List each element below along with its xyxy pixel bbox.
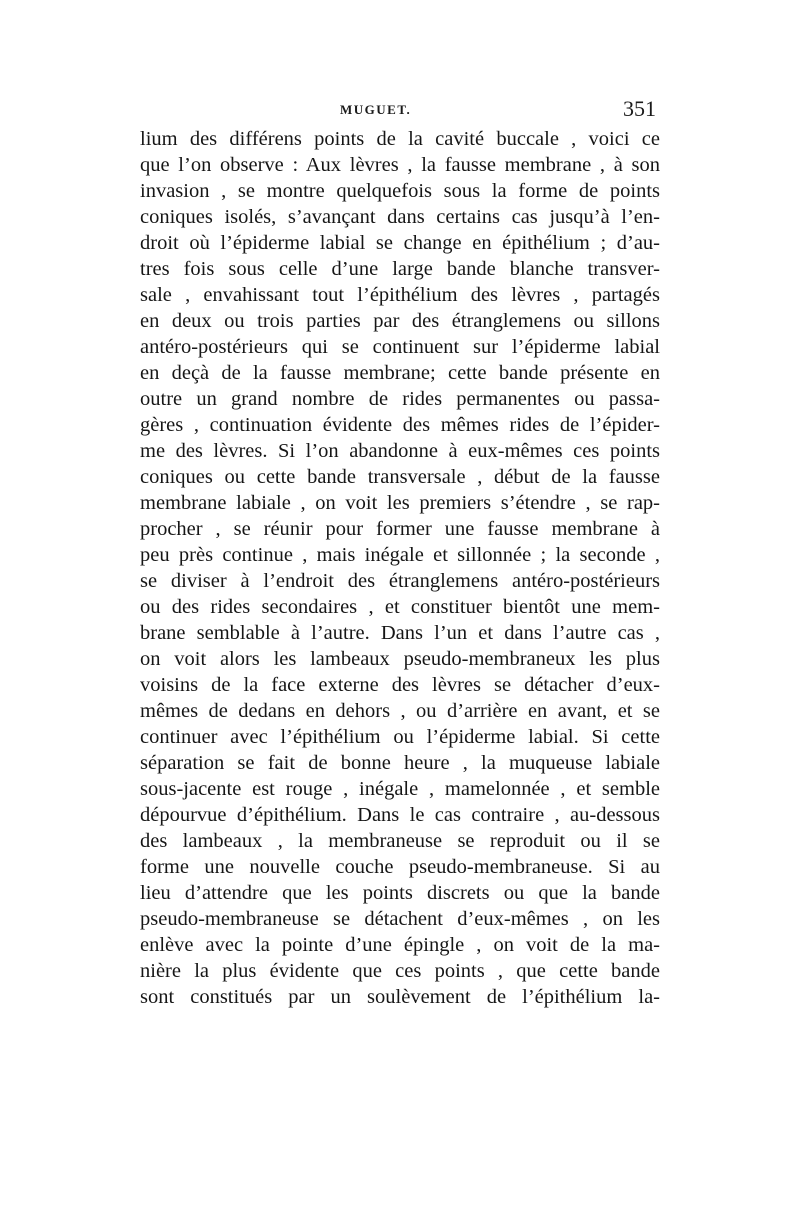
text-line: peu près continue , mais inégale et sillonnée ; la seconde , xyxy=(140,544,660,566)
text-line: des lambeaux , la membraneuse se reproduit ou il se xyxy=(140,830,660,852)
text-line: en deux ou trois parties par des étranglemens ou sillons xyxy=(140,310,660,332)
text-line: sous-jacente est rouge , inégale , mamelonnée , et semble xyxy=(140,778,660,800)
text-line: continuer avec l’épithélium ou l’épiderme labial. Si cette xyxy=(140,726,660,748)
text-line: se diviser à l’endroit des étranglemens antéro-postérieurs xyxy=(140,570,660,592)
text-line: gères , continuation évidente des mêmes rides de l’épider- xyxy=(140,414,660,436)
text-line: que l’on observe : Aux lèvres , la fausse membrane , à son xyxy=(140,154,660,176)
text-line: droit où l’épiderme labial se change en épithélium ; d’au- xyxy=(140,232,660,254)
text-line: procher , se réunir pour former une fausse membrane à xyxy=(140,518,660,540)
page-number: 351 xyxy=(623,96,656,121)
text-line: voisins de la face externe des lèvres se détacher d’eux- xyxy=(140,674,660,696)
text-line: antéro-postérieurs qui se continuent sur l’épiderme labial xyxy=(140,336,660,358)
text-line: mêmes de dedans en dehors , ou d’arrière en avant, et se xyxy=(140,700,660,722)
text-line: pseudo-membraneuse se détachent d’eux-mêmes , on les xyxy=(140,908,660,930)
text-line: nière la plus évidente que ces points , que cette bande xyxy=(140,960,660,982)
text-line: lium des différens points de la cavité buccale , voici ce xyxy=(140,128,660,150)
text-line: sont constitués par un soulèvement de l’épithélium la- xyxy=(140,986,660,1008)
text-line: me des lèvres. Si l’on abandonne à eux-mêmes ces points xyxy=(140,440,660,462)
text-line: enlève avec la pointe d’une épingle , on voit de la ma- xyxy=(140,934,660,956)
text-line: membrane labiale , on voit les premiers s’étendre , se rap- xyxy=(140,492,660,514)
text-line: lieu d’attendre que les points discrets ou que la bande xyxy=(140,882,660,904)
text-line: brane semblable à l’autre. Dans l’un et dans l’autre cas , xyxy=(140,622,660,644)
text-line: on voit alors les lambeaux pseudo-membraneux les plus xyxy=(140,648,660,670)
text-line: sale , envahissant tout l’épithélium des lèvres , partagés xyxy=(140,284,660,306)
text-line: séparation se fait de bonne heure , la muqueuse labiale xyxy=(140,752,660,774)
text-line: en deçà de la fausse membrane; cette bande présente en xyxy=(140,362,660,384)
running-header xyxy=(140,96,660,126)
text-line: tres fois sous celle d’une large bande blanche transver- xyxy=(140,258,660,280)
text-line: forme une nouvelle couche pseudo-membraneuse. Si au xyxy=(140,856,660,878)
text-line: coniques ou cette bande transversale , début de la fausse xyxy=(140,466,660,488)
text-line: invasion , se montre quelquefois sous la forme de points xyxy=(140,180,660,202)
text-line: dépourvue d’épithélium. Dans le cas contraire , au-dessous xyxy=(140,804,660,826)
text-line: ou des rides secondaires , et constituer bientôt une mem- xyxy=(140,596,660,618)
body-text xyxy=(140,126,660,1010)
text-line: coniques isolés, s’avançant dans certains cas jusqu’à l’en- xyxy=(140,206,660,228)
text-line: outre un grand nombre de rides permanentes ou passa- xyxy=(140,388,660,410)
running-title: MUGUET. xyxy=(340,102,412,117)
